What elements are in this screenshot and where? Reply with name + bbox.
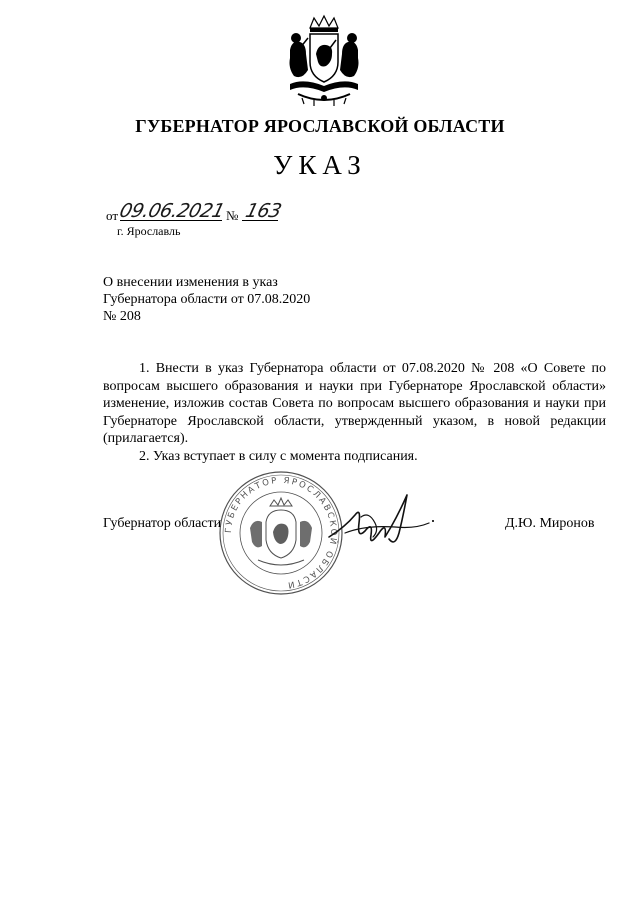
signatory-position: Губернатор области xyxy=(103,516,222,531)
ink-dot xyxy=(432,520,434,522)
document-subject xyxy=(103,274,310,325)
subject-line: О внесении изменения в указ xyxy=(103,275,278,290)
body-paragraph-2: 2. Указ вступает в силу с момента подписания. xyxy=(139,448,418,464)
number-underline xyxy=(242,220,278,221)
date-underline xyxy=(120,220,222,221)
handwritten-number: 163 xyxy=(243,200,284,222)
city-label: г. Ярославль xyxy=(117,224,181,238)
registration-line xyxy=(106,200,346,224)
subject-line: № 208 xyxy=(103,309,141,324)
document-type-title: УКАЗ xyxy=(273,150,367,180)
yaroslavl-coat-of-arms-icon xyxy=(280,14,368,108)
organization-title: ГУБЕРНАТОР ЯРОСЛАВСКОЙ ОБЛАСТИ xyxy=(135,116,505,136)
subject-line: Губернатора области от 07.08.2020 xyxy=(103,292,311,307)
seal-ring-text: ГУБЕРНАТОР ЯРОСЛАВСКОЙ ОБЛАСТИ xyxy=(223,475,339,590)
date-prefix: от xyxy=(106,208,119,223)
number-sign: № xyxy=(226,208,239,223)
handwritten-signature-icon xyxy=(325,487,445,557)
document-body xyxy=(103,360,606,465)
signatory-name: Д.Ю. Миронов xyxy=(505,516,595,531)
handwritten-date: 09.06.2021 xyxy=(117,200,227,222)
body-paragraph-1: 1. Внести в указ Губернатора области от 07.08.2020 № 208 «О Совете по вопросам высшего образования и науки при Губернаторе Ярославской области» изменение, изложив состав Совета по вопросам высшего образования и науки при Губернаторе Ярославской области, утвержденный указом, в новой редакции (прилагается). xyxy=(103,361,606,446)
